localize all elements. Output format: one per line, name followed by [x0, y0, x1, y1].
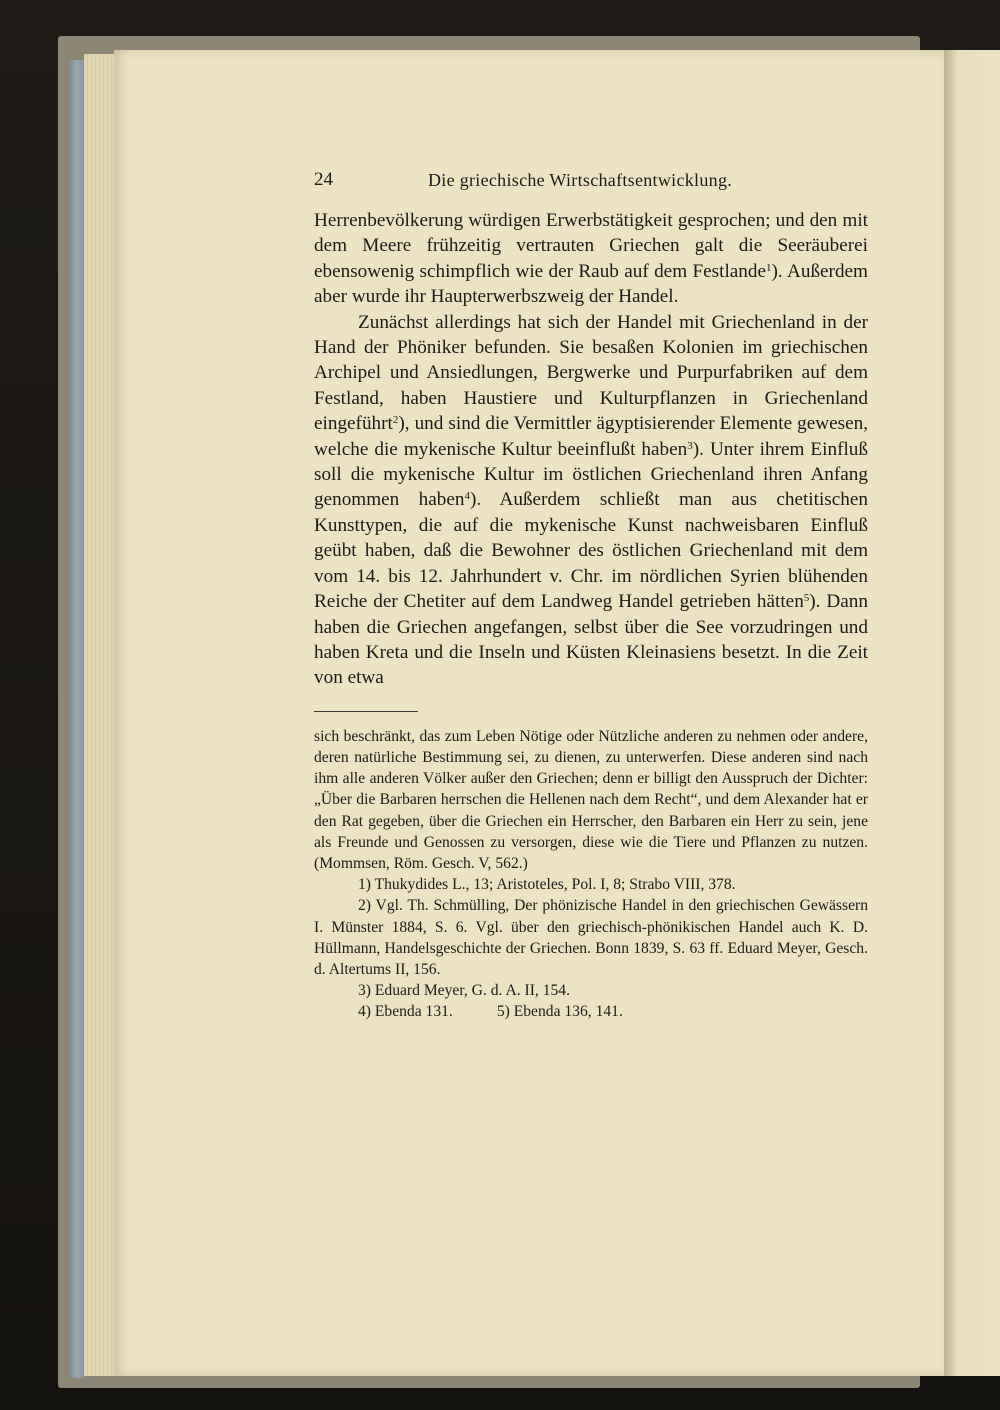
- text-block: [314, 160, 868, 1023]
- body-text: ). Dann haben die Griechen angefangen, selbst über die See vorzudringen und haben Kreta und die Inseln und Küsten Kleinasiens besetzt. In die Zeit von etwa: [314, 591, 868, 689]
- body-paragraph-1: [314, 208, 868, 310]
- footnote-4: 4) Ebenda 131.: [358, 1003, 453, 1021]
- footnote-ref-4: 4: [464, 490, 470, 503]
- page-number: 24: [314, 169, 333, 190]
- footnote-ref-5: 5: [803, 592, 810, 605]
- footnote-ref-3: 3: [687, 439, 693, 452]
- page-header: [314, 160, 868, 200]
- next-page-edge: [944, 50, 1000, 1376]
- footnote-separator: [314, 711, 418, 712]
- footnote-2: 2) Vgl. Th. Schmülling, Der phönizische Handel in den griechischen Gewässern I. Münster 1884, S. 6. Vgl. über den griechisch-phönikischen Handel auch K. D. Hüllmann, Handelsgeschichte der Griechen. Bonn 1839, S. 63 ff. Eduard Meyer, Gesch. d. Altertums II, 156.: [314, 897, 868, 978]
- footnote-continuation: sich beschränkt, das zum Leben Nötige oder Nützliche anderen zu nehmen oder andere, deren natürliche Bestimmung sei, zu dienen, zu unterwerfen. Diese anderen sind nach ihm alle anderen Völker außer den Griechen; denn er billigt den Ausspruch der Dichter: „Über die Barbaren herrschen die Hellenen nach dem Recht“, und dem Alexander hat er den Rat gegeben, über die Griechen ein Herrscher, den Barbaren ein Herr zu sein, jene als Freunde und Genossen zu versorgen, diese wie die Tiere und Pflanzen zu nutzen. (Mommsen, Röm. Gesch. V, 562.): [314, 727, 868, 872]
- footnote-1: 1) Thukydides L., 13; Aristoteles, Pol. I, 8; Strabo VIII, 378.: [358, 876, 736, 894]
- footnote-ref-2: 2: [392, 414, 399, 427]
- running-title: Die griechische Wirtschaftsentwicklung.: [428, 170, 733, 190]
- body-text: ). Außerdem schließt man aus chetitischen Kunsttypen, die auf die mykenische Kunst nachweisbaren Einfluß geübt haben, daß die Bewohner des östlichen Griechenland mit dem vom 14. bis 12. Jahrhundert v. Chr. im nördlichen Syrien blühenden Reiche der Chetiter auf dem Landweg Handel getrieben hätten: [314, 489, 868, 613]
- body-text: Zunächst allerdings hat sich der Handel mit Griechenland in der Hand der Phöniker befunden. Sie besaßen Kolonien im griechischen Archipel und Ansiedlungen, Bergwerke und Purpurfabriken auf dem Festland, haben Haustiere und Kulturpflanzen in Griechenland eingeführt: [314, 311, 868, 435]
- body-text: ), und sind die Vermittler ägyptisierender Elemente gewesen, welche die mykenische Kultur beeinflußt haben: [314, 413, 868, 460]
- body-text: ). Unter ihrem Einfluß soll die mykenische Kultur im östlichen Griechenland ihren Anfang genommen haben: [314, 438, 868, 511]
- footnote-4-5: [314, 1001, 868, 1022]
- footnote-ref-1: 1: [766, 261, 772, 274]
- footnote-3: 3) Eduard Meyer, G. d. A. II, 154.: [358, 982, 571, 1000]
- body-text: ). Außerdem aber wurde ihr Haupterwerbszweig der Handel.: [314, 260, 868, 308]
- body-paragraph-2: [314, 310, 868, 691]
- footnote-5: 5) Ebenda 136, 141.: [496, 1003, 623, 1021]
- cover-edge: [70, 60, 84, 1378]
- body-text: Herrenbevölkerung würdigen Erwerbstätigkeit gesprochen; und den mit dem Meere frühzeitig vertrauten Griechen galt die Seeräuberei ebensowenig schimpflich wie der Raub auf dem Festlande: [314, 210, 868, 282]
